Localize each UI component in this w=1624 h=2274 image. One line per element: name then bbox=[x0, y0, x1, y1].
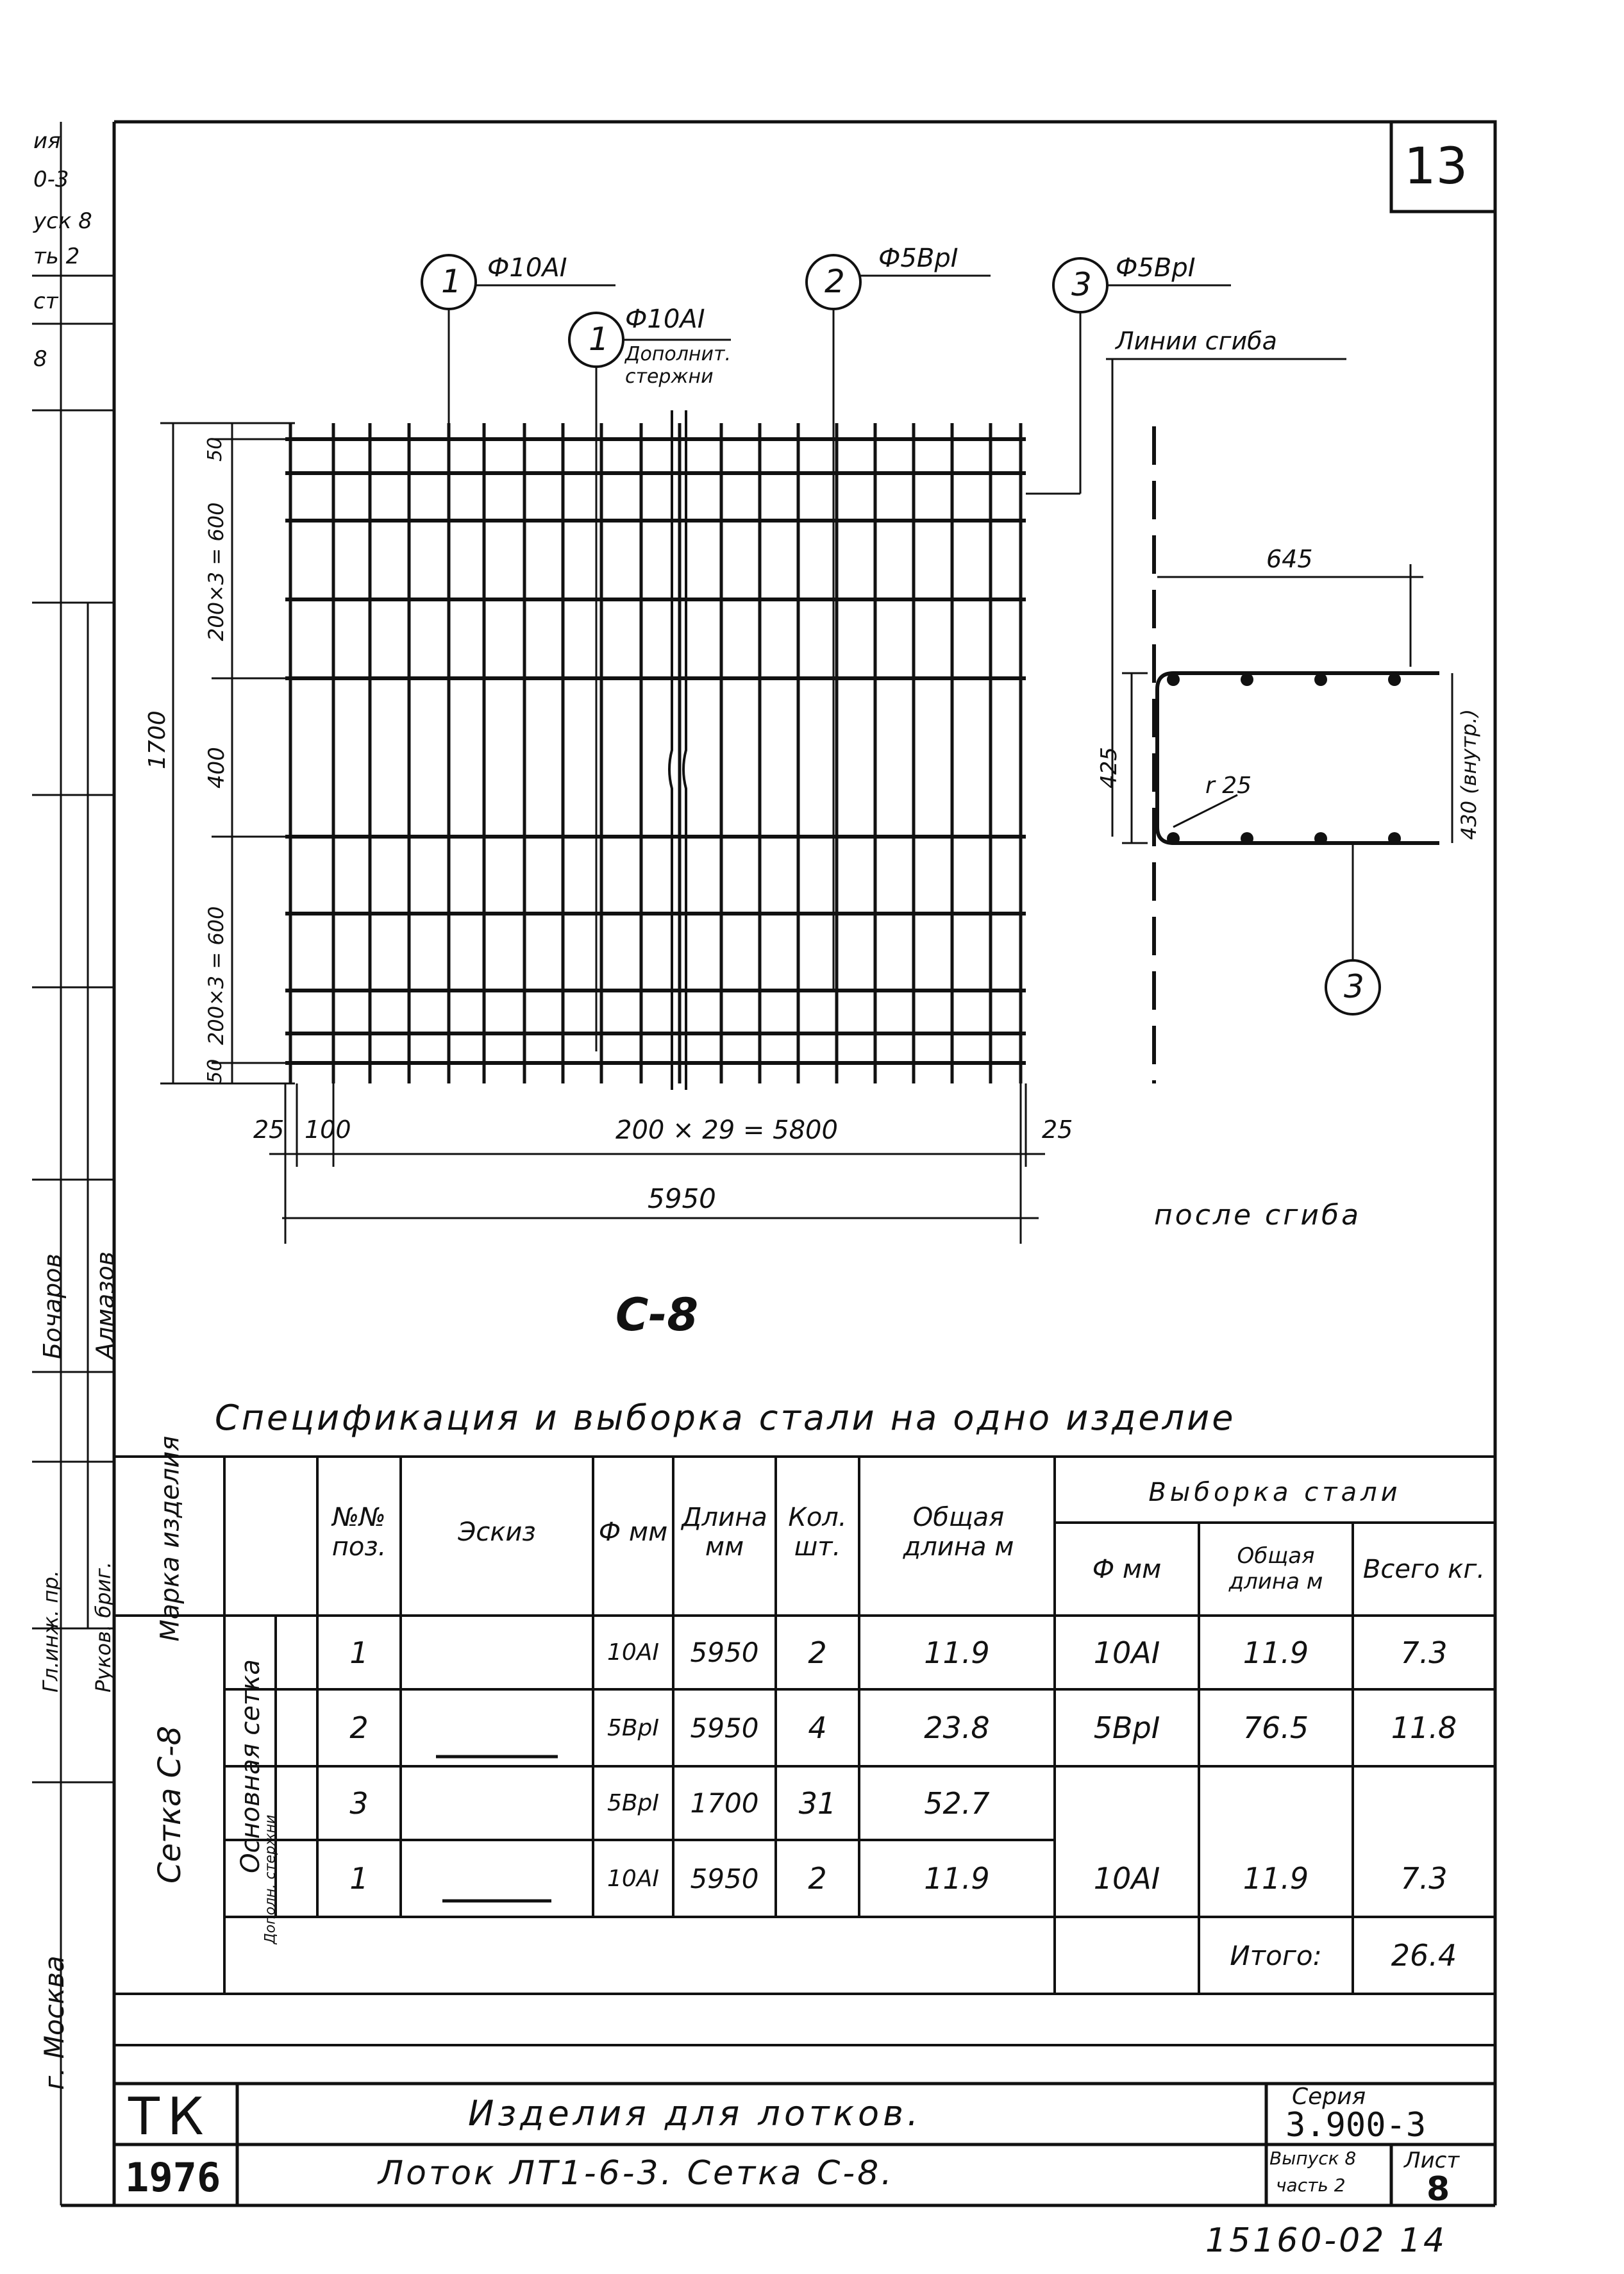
header-sel-dia: Ф мм bbox=[1092, 1554, 1162, 1584]
bend-line-label: Линии сгиба bbox=[1116, 327, 1277, 355]
table-cell-total: 11.9 bbox=[924, 1635, 990, 1670]
callout-2-label: Ф5ВрI bbox=[878, 244, 958, 273]
callout-1b-number: 1 bbox=[589, 321, 609, 358]
header-selection: Выборка стали bbox=[1148, 1477, 1402, 1507]
table-cell-length: 5950 bbox=[690, 1712, 759, 1744]
table-cell-sel-length: 11.9 bbox=[1243, 1861, 1309, 1896]
table-cell-sel-dia bbox=[1055, 1766, 1199, 1840]
section-caption: после сгиба bbox=[1154, 1199, 1362, 1232]
dim-span: 200 × 29 = 5800 bbox=[615, 1116, 838, 1145]
stamp-city: г. Москва bbox=[38, 1955, 70, 2090]
org-code: ТК bbox=[128, 2087, 212, 2146]
table-cell-total: 52.7 bbox=[924, 1785, 990, 1821]
section-callout-number: 3 bbox=[1344, 968, 1364, 1005]
table-cell-sel-dia: 10АI bbox=[1093, 1635, 1160, 1670]
drawing-title: С-8 bbox=[615, 1289, 699, 1341]
sheet-value: 8 bbox=[1427, 2170, 1450, 2209]
table-cell-length: 5950 bbox=[690, 1862, 759, 1894]
part-label: часть 2 bbox=[1276, 2175, 1346, 2196]
table-cell-kg: 11.8 bbox=[1391, 1710, 1457, 1745]
stamp-fragment: 8 bbox=[33, 346, 47, 372]
header-sketch: Эскиз bbox=[458, 1517, 536, 1547]
table-cell-qty: 2 bbox=[808, 1861, 827, 1896]
table-cell-dia: 5ВрI bbox=[607, 1790, 660, 1816]
stamp-role-leader: Руков. бриг. bbox=[91, 1561, 115, 1693]
stamp-fragment: ть 2 bbox=[33, 244, 80, 269]
itogo-label: Итого: bbox=[1230, 1939, 1322, 1971]
group-extra: Дополн. стержни bbox=[262, 1814, 279, 1944]
table-cell-length: 5950 bbox=[690, 1637, 759, 1668]
table-cell-dia: 5ВрI bbox=[607, 1714, 660, 1741]
callout-2-number: 2 bbox=[825, 263, 845, 300]
mark-value: Сетка С-8 bbox=[152, 1725, 188, 1884]
stamp-fragment: ст bbox=[33, 288, 58, 314]
table-cell-sel-dia: 10АI bbox=[1093, 1861, 1160, 1896]
group-main: Основная сетка bbox=[236, 1659, 266, 1873]
series-label: Серия bbox=[1292, 2084, 1366, 2110]
stamp-fragment: ия bbox=[33, 128, 61, 154]
callout-1-number: 1 bbox=[441, 263, 462, 300]
stamp-role-chief: Гл.инж. пр. bbox=[38, 1570, 63, 1693]
callout-1b-note: Дополнит. bbox=[625, 343, 732, 365]
section-radius: r 25 bbox=[1205, 773, 1252, 799]
header-dia: Ф мм bbox=[598, 1517, 668, 1547]
table-cell-dia: 10АI bbox=[607, 1865, 660, 1892]
table-cell-pos: 1 bbox=[349, 1635, 369, 1670]
header-total-length: Общая длина м bbox=[903, 1503, 1014, 1562]
table-cell-qty: 4 bbox=[808, 1710, 827, 1745]
sheet-label: Лист bbox=[1404, 2148, 1460, 2173]
dim-total-length: 5950 bbox=[648, 1183, 716, 1214]
stamp-name-bocharov: Бочаров bbox=[38, 1253, 67, 1359]
table-cell-kg: 7.3 bbox=[1400, 1635, 1448, 1670]
table-cell-sel-length: 11.9 bbox=[1243, 1635, 1309, 1670]
stamp-fragment: уск 8 bbox=[33, 208, 92, 234]
header-qty: Кол. шт. bbox=[788, 1503, 847, 1562]
spec-heading: Спецификация и выборка стали на одно изделие bbox=[215, 1398, 1236, 1438]
callout-1b-note: стержни bbox=[625, 365, 714, 388]
header-mark: Марка изделия bbox=[155, 1435, 185, 1642]
title-line-1: Изделия для лотков. bbox=[468, 2093, 923, 2134]
issue-label: Выпуск 8 bbox=[1269, 2148, 1357, 2169]
section-width: 645 bbox=[1266, 545, 1313, 573]
dim-bottom-edge: 50 bbox=[204, 1058, 226, 1083]
table-cell-pos: 3 bbox=[349, 1785, 369, 1821]
header-sel-total: Всего кг. bbox=[1362, 1554, 1486, 1584]
table-cell-qty: 2 bbox=[808, 1635, 827, 1670]
dim-left-100: 100 bbox=[305, 1116, 351, 1144]
series-value: 3.900-3 bbox=[1285, 2106, 1427, 2144]
table-cell-dia: 10АI bbox=[607, 1639, 660, 1666]
dim-total-height: 1700 bbox=[144, 710, 171, 769]
table-cell-pos: 2 bbox=[349, 1710, 369, 1745]
table-cell-kg bbox=[1353, 1766, 1495, 1840]
dim-left-25: 25 bbox=[253, 1116, 285, 1144]
header-sel-length: Общая длина м bbox=[1228, 1543, 1323, 1594]
callout-3-label: Ф5ВрI bbox=[1116, 253, 1196, 283]
title-line-2: Лоток ЛТ1-6-3. Сетка С-8. bbox=[378, 2154, 894, 2193]
dim-right-25: 25 bbox=[1042, 1116, 1073, 1144]
stamp-name-almazov: Алмазов bbox=[91, 1251, 119, 1359]
table-cell-pos: 1 bbox=[349, 1861, 369, 1896]
page-number: 13 bbox=[1404, 138, 1468, 196]
callout-3-number: 3 bbox=[1071, 266, 1092, 303]
table-cell-sel-length: 76.5 bbox=[1243, 1710, 1309, 1745]
stamp-fragment: 0-3 bbox=[33, 167, 69, 192]
table-cell-sel-length bbox=[1199, 1766, 1353, 1840]
dim-middle: 400 bbox=[204, 747, 230, 789]
section-height-inner: 430 (внутр.) bbox=[1457, 708, 1481, 840]
dim-bottom-group: 200×3 = 600 bbox=[204, 906, 228, 1045]
callout-1b-label: Ф10АI bbox=[625, 305, 705, 334]
callout-1-label: Ф10АI bbox=[487, 253, 567, 283]
table-cell-kg: 7.3 bbox=[1400, 1861, 1448, 1896]
dim-top-edge: 50 bbox=[204, 437, 226, 462]
year: 1976 bbox=[125, 2154, 221, 2201]
table-cell-sel-dia: 5ВрI bbox=[1093, 1710, 1160, 1745]
section-height-left: 425 bbox=[1096, 747, 1122, 789]
bottom-code: 15160-02 14 bbox=[1205, 2221, 1448, 2260]
table-cell-length: 1700 bbox=[690, 1787, 759, 1819]
header-length: Длина мм bbox=[682, 1503, 767, 1562]
table-cell-total: 11.9 bbox=[924, 1861, 990, 1896]
itogo-value: 26.4 bbox=[1391, 1938, 1457, 1973]
table-cell-qty: 31 bbox=[798, 1785, 837, 1821]
dim-top-group: 200×3 = 600 bbox=[204, 502, 228, 641]
table-cell-total: 23.8 bbox=[924, 1710, 990, 1745]
header-pos: №№ поз. bbox=[331, 1503, 387, 1562]
